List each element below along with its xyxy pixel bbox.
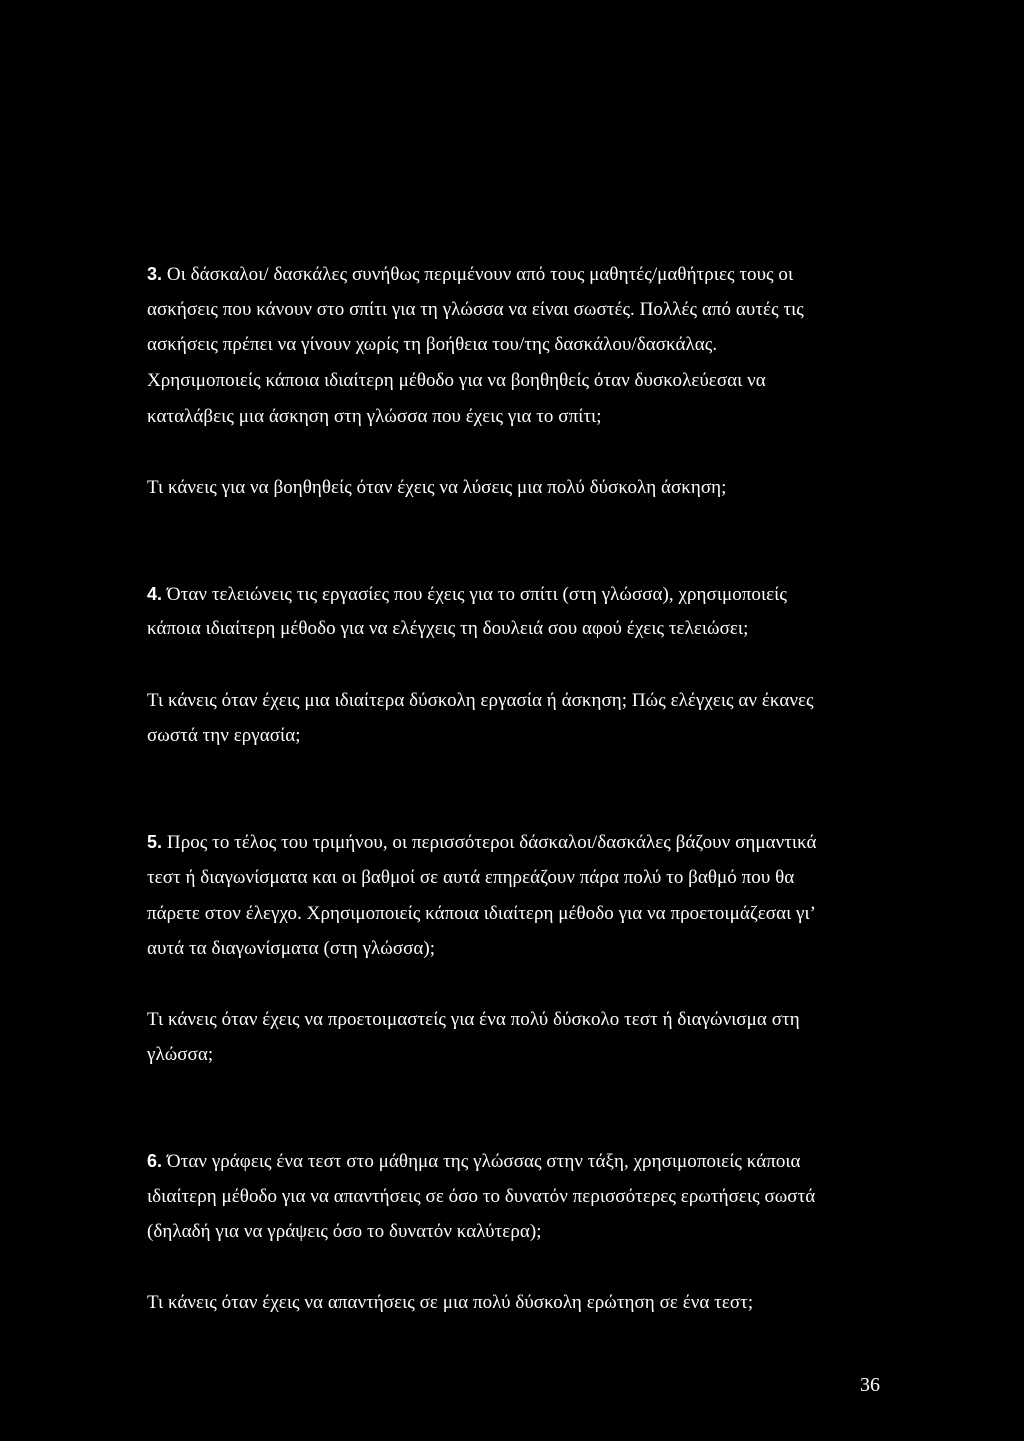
question-4-line-2: κάποια ιδιαίτερη μέθοδο για να ελέγχεις τη δουλειά σου αφού έχεις τελειώσει; bbox=[147, 618, 749, 639]
question-3-line-5: καταλάβεις μια άσκηση στη γλώσσα που έχεις για το σπίτι; bbox=[147, 406, 602, 427]
question-5-followup-line-1: Τι κάνεις όταν έχεις να προετοιμαστείς για ένα πολύ δύσκολο τεστ ή διαγώνισμα στη bbox=[147, 1009, 800, 1030]
question-5-text: Προς το τέλος του τριμήνου, οι περισσότεροι δάσκαλοι/δασκάλες βάζουν σημαντικά bbox=[162, 832, 817, 853]
question-6-followup: Τι κάνεις όταν έχεις να απαντήσεις σε μια πολύ δύσκολη ερώτηση σε ένα τεστ; bbox=[147, 1292, 754, 1313]
question-6-line-2: ιδιαίτερη μέθοδο για να απαντήσεις σε όσο το δυνατόν περισσότερες ερωτήσεις σωστά bbox=[147, 1186, 816, 1207]
page-number: 36 bbox=[860, 1374, 880, 1396]
question-5-line-3: πάρετε στον έλεγχο. Χρησιμοποιείς κάποια ιδιαίτερη μέθοδο για να προετοιμάζεσαι γι’ bbox=[147, 903, 817, 924]
question-6-text: Όταν γράφεις ένα τεστ στο μάθημα της γλώσσας στην τάξη, χρησιμοποιείς κάποια bbox=[162, 1151, 801, 1172]
question-5-line-4: αυτά τα διαγωνίσματα (στη γλώσσα); bbox=[147, 938, 436, 959]
question-3-line-1 bbox=[147, 262, 793, 287]
question-4-followup-line-2: σωστά την εργασία; bbox=[147, 725, 301, 746]
question-6-number: 6. bbox=[147, 1151, 163, 1171]
question-4-text: Όταν τελειώνεις τις εργασίες που έχεις για το σπίτι (στη γλώσσα), χρησιμοποιείς bbox=[162, 584, 787, 605]
question-6-line-3: (δηλαδή για να γράψεις όσο το δυνατόν καλύτερα); bbox=[147, 1221, 542, 1242]
question-5-line-2: τεστ ή διαγωνίσματα και οι βαθμοί σε αυτά επηρεάζουν πάρα πολύ το βαθμό που θα bbox=[147, 867, 795, 888]
question-4-number: 4. bbox=[147, 584, 163, 604]
question-3-text: Οι δάσκαλοι/ δασκάλες συνήθως περιμένουν από τους μαθητές/μαθήτριες τους οι bbox=[162, 264, 794, 285]
question-6-line-1 bbox=[147, 1149, 801, 1174]
question-3-line-3: ασκήσεις πρέπει να γίνουν χωρίς τη βοήθεια του/της δασκάλου/δασκάλας. bbox=[147, 334, 718, 355]
question-3-line-4: Χρησιμοποιείς κάποια ιδιαίτερη μέθοδο για να βοηθηθείς όταν δυσκολεύεσαι να bbox=[147, 370, 766, 391]
question-4-followup-line-1: Τι κάνεις όταν έχεις μια ιδιαίτερα δύσκολη εργασία ή άσκηση; Πώς ελέγχεις αν έκανες bbox=[147, 690, 814, 711]
question-4-line-1 bbox=[147, 582, 787, 607]
question-5-number: 5. bbox=[147, 832, 163, 852]
question-5-line-1 bbox=[147, 830, 817, 855]
question-5-followup-line-2: γλώσσα; bbox=[147, 1044, 214, 1065]
question-3-number: 3. bbox=[147, 264, 163, 284]
question-3-followup: Τι κάνεις για να βοηθηθείς όταν έχεις να λύσεις μια πολύ δύσκολη άσκηση; bbox=[147, 477, 727, 498]
question-3-line-2: ασκήσεις που κάνουν στο σπίτι για τη γλώσσα να είναι σωστές. Πολλές από αυτές τις bbox=[147, 299, 804, 320]
